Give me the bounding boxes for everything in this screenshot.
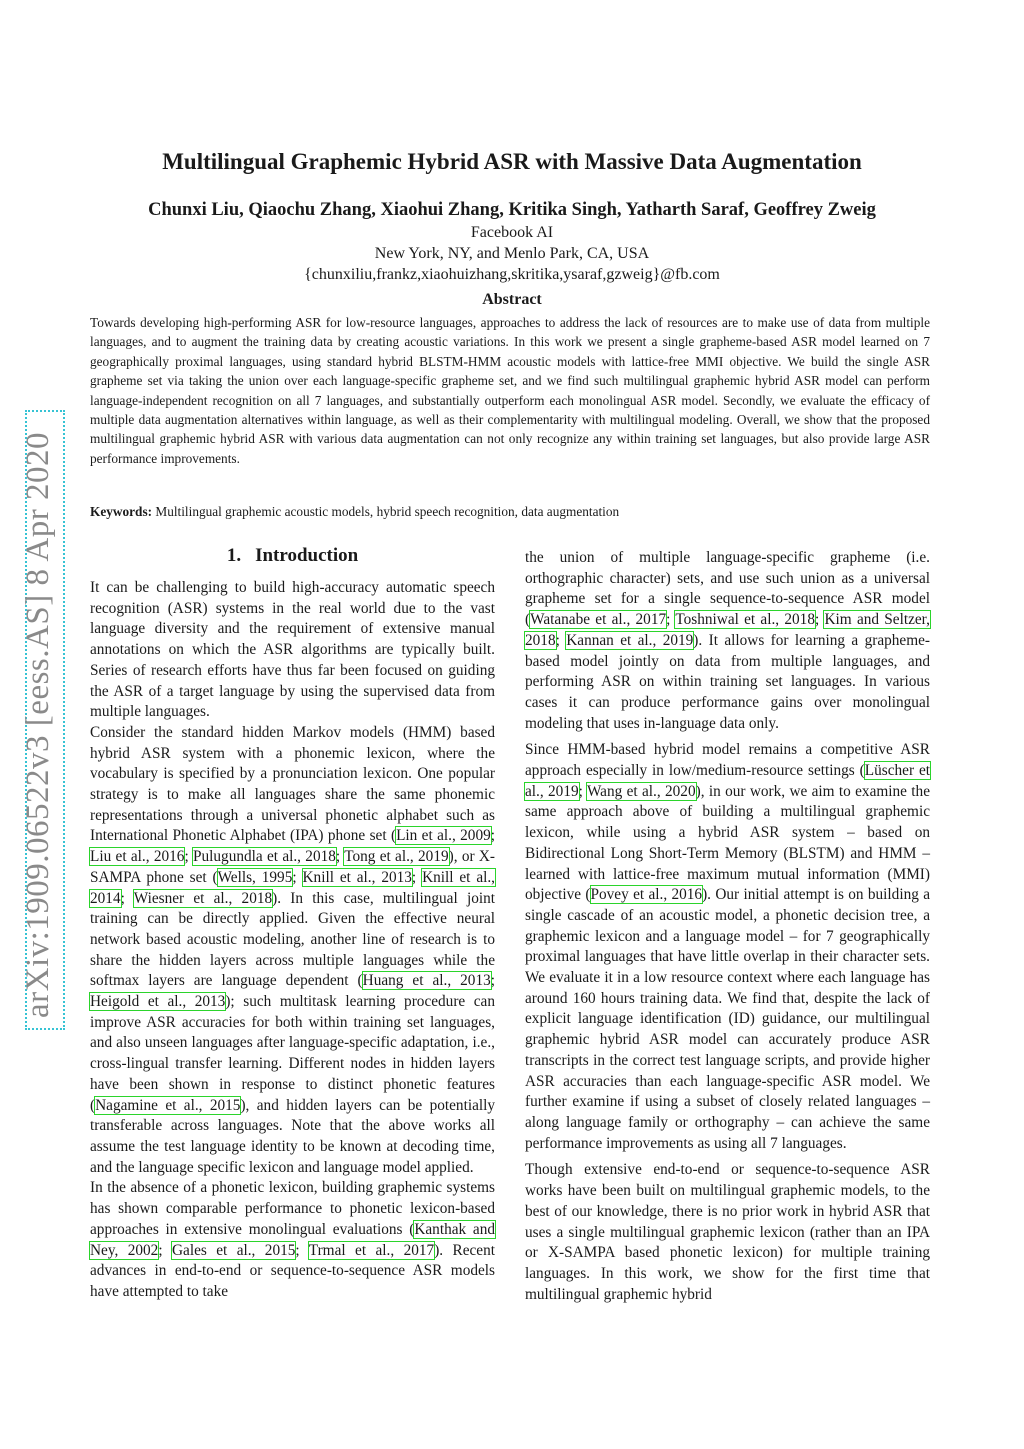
text-run: Consider the standard hidden Markov models (HMM) based hybrid ASR system with a phonemic lexicon, where the vocabulary is specified by a pronunciation lexicon. One popular strategy is to make all languages share the same phonemic representations through a universal phonetic alphabet such as International Phonetic Alphabet (IPA) phone set ( (90, 723, 495, 845)
text-run: In the absence of a phonetic lexicon, building graphemic systems has shown comparable performance to phonetic lexicon-based approaches in extensive monolingual evaluations ( (90, 1179, 495, 1238)
author-emails: {chunxiliu,frankz,xiaohuizhang,skritika,ysaraf,gzweig}@fb.com (304, 266, 720, 283)
citation-link[interactable]: Povey et al., 2016 (590, 886, 703, 904)
keywords-text: Multilingual graphemic acoustic models, hybrid speech recognition, data augmentation (155, 504, 620, 519)
left-column (90, 578, 495, 1303)
intro-paragraph-6: Though extensive end-to-end or sequence-to-sequence ASR works have been built on multilingual graphemic models, to the best of our knowledge, there is no prior work in hybrid ASR that uses a single multilingual graphemic lexicon (rather than an IPA or X-SAMPA based phonetic lexicon) for multiple training languages. In this work, we show for the first time that multilingual graphemic hybrid (525, 1161, 930, 1303)
intro-paragraph-3: In the absence of a phonetic lexicon, building graphemic systems has shown comparable performance to phonetic lexicon-based approaches in extensive monolingual evaluations (Kanthak and Ney, 2002; Gales et al., 2015; Trmal et al., 2017). Recent advances in end-to-end or sequence-to-sequence ASR models have attempted to take (90, 1179, 495, 1300)
intro-paragraph-4: the union of multiple language-specific grapheme (i.e. orthographic character) sets, and use such union as a universal grapheme set for a single sequence-to-sequence ASR model (Watanabe et al., 2017; Toshniwal et al., 2018; Kim and Seltzer, 2018; Kannan et al., 2019). It allows for learning a grapheme-based model jointly on data from multiple languages, and performing ASR on within training set languages. In various cases it can produce performance gains over monolingual modeling that uses in-language data only. (525, 549, 930, 732)
text-run: ). Recent advances in end-to-end or sequence-to-sequence ASR models have attempted to take (90, 1241, 495, 1300)
citation-link[interactable]: Watanabe et al., 2017 (530, 611, 667, 629)
citation-link[interactable]: Liu et al., 2016 (90, 848, 185, 866)
citation-link[interactable]: Huang et al., 2013 (362, 972, 491, 990)
text-run: the union of multiple language-specific grapheme (i.e. orthographic character) sets, and use such union as a universal grapheme set for a single sequence-to-sequence ASR model ( (525, 549, 930, 629)
abstract-text: Towards developing high-performing ASR for low-resource languages, approaches to address the lack of resources are to make use of data from multiple languages, and to augment the training data by creating acoustic variations. In this work we present a single grapheme-based ASR model learned on 7 geographically proximal languages, using standard hybrid BLSTM-HMM acoustic models with lattice-free MMI objective. We build the single ASR grapheme set via taking the union over each language-specific grapheme set, and we find such multilingual graphemic hybrid ASR model can perform language-independent recognition on all 7 languages, and substantially outperform each monolingual ASR model. Secondly, we evaluate the efficacy of multiple data augmentation alternatives within language, as well as their complementarity with multilingual modeling. Overall, we show that the proposed multilingual graphemic hybrid ASR with various data augmentation can not only recognize any within training set languages, but also provide large ASR performance improvements. (90, 315, 930, 466)
citation-link[interactable]: Kanthak and Ney, 2002 (90, 1220, 495, 1259)
text-run: ); such multitask learning procedure can improve ASR accuracies for both within training set languages, and also unseen languages after language-specific adaptation, i.e., cross-lingual transfer learning. Different nodes in hidden layers have been shown in response to distinct phonetic features ( (90, 993, 495, 1114)
text-run: ). It allows for learning a grapheme-based model jointly on data from multiple languages, and performing ASR on within training set languages. In various cases it can produce performance gains over monolingual modeling that uses in-language data only. (525, 631, 930, 732)
citation-link[interactable]: Lüscher et al., 2019 (525, 762, 930, 800)
citation-link[interactable]: Kim and Seltzer, 2018 (525, 611, 930, 649)
text-run: ). Our initial attempt is on building a single cascade of an acoustic model, a phonetic decision tree, a graphemic lexicon and a language model – for 7 geographically proximal languages that have little overlap in their character sets. We evaluate it in a low resource context where each language has around 160 hours training data. We find that, despite the lack of explicit language identification (ID) guidance, our multilingual graphemic hybrid ASR model can accurately produce ASR transcripts in the correct test language scripts, and provide higher ASR accuracies than each language-specific ASR model. We further examine if using a subset of closely related languages – along language family or orthography – can achieve the same performance improvements as using all 7 languages. (525, 886, 930, 1152)
text-run: ), or X-SAMPA phone set ( (90, 848, 496, 886)
citation-link[interactable]: Wells, 1995 (217, 868, 293, 886)
affiliation: Facebook AI (470, 224, 554, 241)
citation-link[interactable]: Trmal et al., 2017 (308, 1241, 435, 1259)
author-list: Chunxi Liu, Qiaochu Zhang, Xiaohui Zhang, Kritika Singh, Yatharth Saraf, Geoffrey Zweig (148, 200, 876, 220)
citation-link[interactable]: Heigold et al., 2013 (90, 993, 226, 1011)
intro-paragraph-2: Consider the standard hidden Markov models (HMM) based hybrid ASR system with a phonemic lexicon, where the vocabulary is specified by a pronunciation lexicon. One popular strategy is to make all languages share the same phonemic representations through a universal phonetic alphabet such as International Phonetic Alphabet (IPA) phone set (Lin et al., 2009; Liu et al., 2016; Pulugundla et al., 2018; Tong et al., 2019), or X-SAMPA phone set (Wells, 1995; Knill et al., 2013; Knill et al., 2014; Wiesner et al., 2018). In this case, multilingual joint training can be directly applied. Given the effective neural network based acoustic modeling, another line of research is to share the hidden layers across multiple languages while the softmax layers are language dependent (Huang et al., 2013; Heigold et al., 2013); such multitask learning procedure can improve ASR accuracies for both within training set languages, and also unseen languages after language-specific adaptation, i.e., cross-lingual transfer learning. Different nodes in hidden layers have been shown in response to distinct phonetic features (Nagamine et al., 2015), and hidden layers can be potentially transferable across languages. Note that the above works all assume the test language identity to be known at decoding time, and the language specific lexicon and language model applied. (90, 723, 496, 1176)
citation-link[interactable]: Toshniwal et al., 2018 (675, 611, 815, 629)
text-run: ), in our work, we aim to examine the same approach above of building a multilingual graphemic lexicon, while using a hybrid ASR system – based on Bidirectional Long Short-Term Memory (BLSTM) and HMM – learned with lattice-free maximum mutual information (MMI) objective ( (525, 782, 930, 904)
citation-link[interactable]: Knill et al., 2013 (302, 868, 412, 886)
citation-link[interactable]: Nagamine et al., 2015 (95, 1096, 241, 1114)
text-run: ). In this case, multilingual joint training can be directly applied. Given the effective neural network based acoustic modeling, another line of research is to share the hidden layers across multiple languages while the softmax layers are language dependent ( (90, 889, 495, 990)
section-number: 1. (226, 545, 242, 566)
citation-link[interactable]: Gales et al., 2015 (172, 1241, 296, 1259)
right-column (525, 548, 930, 1305)
intro-paragraph-1: It can be challenging to build high-accuracy automatic speech recognition (ASR) systems in the real world due to the vast language diversity and the requirement of extensive manual annotations on which the ASR algorithms are typically built. Series of research efforts have thus far been focused on guiding the ASR of a target language by using the supervised data from multiple languages. (90, 579, 495, 721)
citation-link[interactable]: Wang et al., 2020 (586, 782, 696, 800)
intro-paragraph-5: Since HMM-based hybrid model remains a competitive ASR approach especially in low/medium-resource settings (Lüscher et al., 2019; Wang et al., 2020), in our work, we aim to examine the same approach above of building a multilingual graphemic lexicon, while using a hybrid ASR system – based on Bidirectional Long Short-Term Memory (BLSTM) and HMM – learned with lattice-free maximum mutual information (MMI) objective (Povey et al., 2016). Our initial attempt is on building a single cascade of an acoustic model, a phonetic decision tree, a graphemic lexicon and a language model – for 7 geographically proximal languages that have little overlap in their character sets. We evaluate it in a low resource context where each language has around 160 hours training data. We find that, despite the lack of explicit language identification (ID) guidance, our multilingual graphemic hybrid ASR model can accurately produce ASR transcripts in the correct test language scripts, and provide higher ASR accuracies than each language-specific ASR model. We further examine if using a subset of closely related languages – along language family or orthography – can achieve the same performance improvements as using all 7 languages. (525, 741, 930, 1152)
citation-link[interactable]: Lin et al., 2009 (396, 827, 491, 845)
location: New York, NY, and Menlo Park, CA, USA (374, 245, 650, 262)
keywords-label: Keywords: (90, 504, 153, 519)
arxiv-identifier: arXiv:1909.06522v3 [eess.AS] 8 Apr 2020 (20, 432, 56, 1018)
citation-link[interactable]: Kannan et al., 2019 (566, 631, 694, 649)
keywords (90, 502, 930, 521)
text-run: Since HMM-based hybrid model remains a competitive ASR approach especially in low/medium-resource settings ( (525, 741, 930, 780)
citation-link[interactable]: Wiesner et al., 2018 (133, 889, 273, 907)
section-title: Introduction (255, 545, 359, 566)
abstract-heading: Abstract (482, 291, 542, 308)
citation-link[interactable]: Pulugundla et al., 2018 (193, 848, 336, 866)
section-heading (90, 545, 495, 567)
citation-link[interactable]: Knill et al., 2014 (90, 868, 496, 907)
citation-link[interactable]: Tong et al., 2019 (344, 848, 449, 866)
text-run: ), and hidden layers can be potentially transferable across languages. Note that the above works all assume the test language identity to be known at decoding time, and the language specific lexicon and language model applied. (90, 1096, 496, 1176)
paper-title: Multilingual Graphemic Hybrid ASR with Massive Data Augmentation (162, 149, 862, 174)
